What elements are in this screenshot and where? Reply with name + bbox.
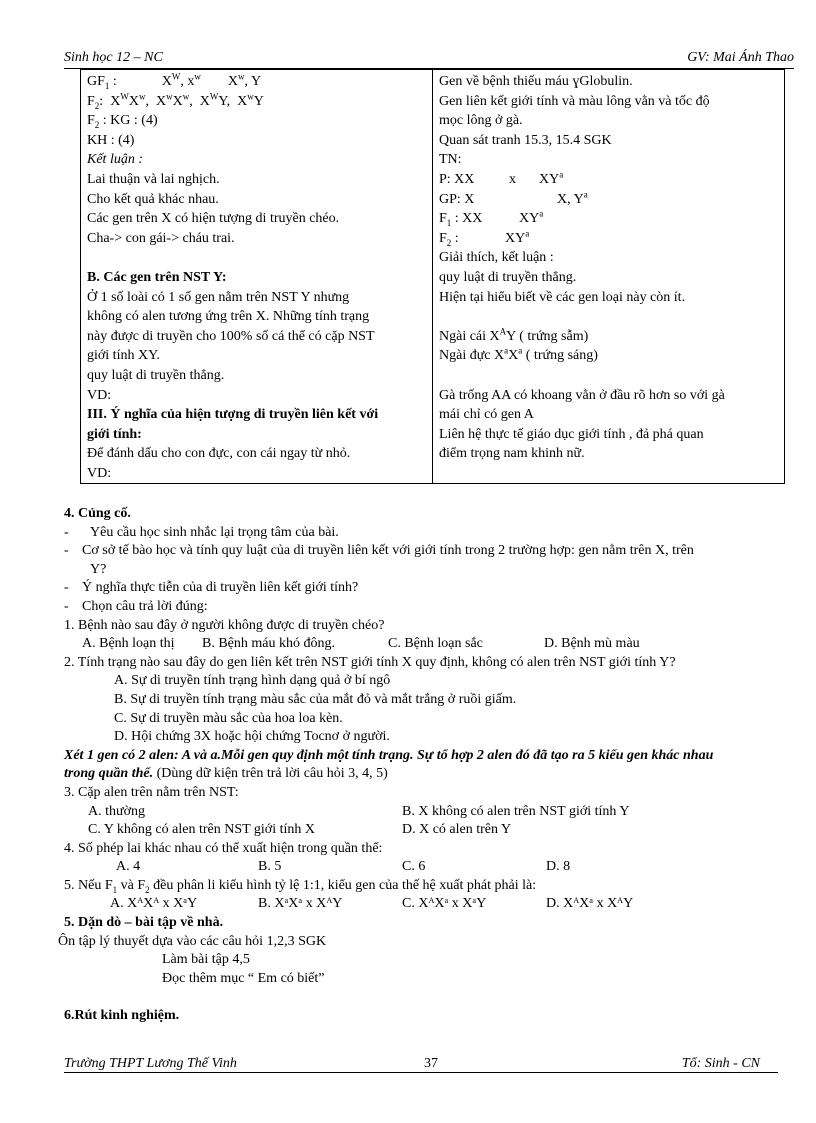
section-iii-title-cont: giới tính: (87, 426, 142, 442)
cross-p-line: P: XX x $XY^a$ (439, 169, 564, 187)
right-line: quy luật di truyền thẳng. (439, 269, 577, 285)
right-line: Quan sát tranh 15.3, 15.4 SGK (439, 132, 612, 148)
cross-f2-line: $F_2$ : $XY^a$ (439, 228, 530, 248)
conclusion-line: Lai thuận và lai nghịch. (87, 171, 220, 187)
section-b-line: không có alen tương ứng trên X. Những tính trạng (87, 309, 370, 325)
spacer (64, 988, 794, 1007)
right-column (433, 70, 785, 484)
homework-line: Đọc thêm mục “ Em có biết” (162, 970, 325, 986)
footer-department: Tổ: Sinh - CN (681, 1056, 760, 1071)
section-b-line: giới tính XY. (87, 348, 160, 364)
section-4-title: 4. Củng cố. (64, 506, 131, 521)
question-4-options: A. 4 B. 5 C. 6 D. 8 (116, 859, 571, 875)
right-line: Gen về bệnh thiếu máu ɣGlobulin. (439, 74, 633, 89)
lower-content (58, 505, 794, 1026)
page-header (64, 50, 794, 69)
f2-kg-line: $F_2$ : KG : (4) (87, 113, 158, 130)
bullet-item: - Cơ sở tế bào học và tính quy luật của di truyền liên kết với giới tính trong 2 trường hợp: gen nằm trên X, trên (64, 543, 694, 559)
conclusion-line: Các gen trên X có hiện tượng di truyền chéo. (87, 211, 340, 227)
gf1-line: $GF_1$ : $X^W$, $x^w$ $X^w$, Y (87, 72, 262, 91)
right-line: Liên hệ thực tế giáo dục giới tính , đả phá quan (439, 426, 704, 442)
section-iii-title: III. Ý nghĩa của hiện tượng di truyền liên kết với (87, 407, 379, 423)
question-2: 2. Tính trạng nào sau đây do gen liên kết trên NST giới tính X quy định, không có alen trên NST giới tính Y? (64, 654, 676, 670)
right-line: mái chỉ có gen A (439, 407, 534, 423)
silkworm-male-line: Ngài đực $X^aX^a$ ( trứng sáng) (439, 346, 598, 364)
bullet-item-continuation: Y? (90, 561, 107, 577)
question-3-options-row-2: C. Y không có alen trên NST giới tính X D. X có alen trên Y (88, 822, 512, 838)
question-2-option: D. Hội chứng 3X hoặc hội chứng Tocnơ ở người. (114, 729, 390, 745)
section-iii-line: Để đánh dấu cho con đực, con cái ngay từ nhỏ. (87, 446, 351, 462)
f2-genotype-line: $F_2$: $X^WX^w$, $X^wX^w$, $X^WY$, $X^wY$ (87, 91, 264, 111)
header-subject: Sinh học 12 – NC (64, 50, 163, 65)
spacer (439, 307, 778, 327)
section-b-line: VD: (87, 387, 112, 403)
conclusion-title: Kết luận : (87, 152, 143, 168)
question-3-options-row-1: A. thường B. X không có alen trên NST giới tính Y (88, 803, 630, 819)
section-b-line: Ở 1 số loài có 1 số gen nằm trên NST Y nhưng (87, 289, 350, 305)
left-column (81, 70, 433, 484)
section-b-title: B. Các gen trên NST Y: (87, 269, 227, 285)
data-intro: Xét 1 gen có 2 alen: A và a.Mỗi gen quy định một tính trạng. Sự tổ hợp 2 alen đó đã tạo ra 5 kiểu gen khác nhau (64, 747, 714, 763)
spacer (439, 366, 778, 386)
section-b-line: này được di truyền cho 100% số cá thể có cặp NST (87, 328, 375, 344)
section-6-title: 6.Rút kinh nghiệm. (64, 1008, 180, 1024)
question-1: 1. Bệnh nào sau đây ở người không được di truyền chéo? (64, 617, 385, 633)
spacer (87, 248, 426, 268)
page-number: 37 (424, 1056, 438, 1071)
conclusion-line: Cha-> con gái-> cháu trai. (87, 230, 235, 246)
question-2-option: C. Sự di truyền màu sắc của hoa loa kèn. (114, 710, 343, 726)
page-footer (64, 1056, 778, 1073)
homework-line: Ôn tập lý thuyết dựa vào các câu hỏi 1,2,3 SGK (58, 933, 327, 949)
kh-line: KH : (4) (87, 132, 135, 148)
question-2-option: A. Sự di truyền tính trạng hình dạng quả ở bí ngô (114, 673, 391, 689)
homework-line: Làm bài tập 4,5 (162, 952, 250, 968)
data-intro-cont: trong quần thể. (Dùng dữ kiện trên trả lời câu hỏi 3, 4, 5) (64, 766, 388, 782)
question-3: 3. Cặp alen trên nằm trên NST: (64, 784, 239, 800)
question-4: 4. Số phép lai khác nhau có thể xuất hiện trong quần thể: (64, 840, 383, 856)
question-5: 5. Nếu $F_1$ và $F_2$ đều phân li kiểu hình tỷ lệ 1:1, kiểu gen của thế hệ xuất phát phải là: (64, 877, 537, 895)
cross-f1-line: $F_1$ : XX $XY^a$ (439, 209, 544, 228)
bullet-item: - Ý nghĩa thực tiễn của di truyền liên kết giới tính? (64, 580, 359, 596)
question-5-options: A. XᴬXᴬ x XᵃY B. XᵃXᵃ x XᴬY C. XᴬXᵃ x XᵃY D. XᴬXᵃ x XᴬY (110, 896, 634, 912)
right-line: Hiện tại hiểu biết về các gen loại này còn ít. (439, 289, 686, 305)
question-1-options: A. Bệnh loạn thị B. Bệnh máu khó đông. C. Bệnh loạn sắc D. Bệnh mù màu (82, 636, 640, 652)
right-line: Gen liên kết giới tính và màu lông vằn và tốc độ (439, 93, 710, 109)
section-b-line: quy luật di truyền thẳng. (87, 367, 225, 383)
question-2-option: B. Sự di truyền tính trạng màu sắc của mắt đỏ và mắt trắng ở ruồi giấm. (114, 691, 517, 707)
lesson-table (80, 69, 785, 484)
silkworm-female-line: Ngài cái $X^AY$ ( trứng sẫm) (439, 326, 589, 344)
header-teacher: GV: Mai Ánh Thao (687, 50, 794, 65)
cross-gp-line: GP: X X, $Y^a$ (439, 189, 588, 207)
section-5-title: 5. Dặn dò – bài tập về nhà. (64, 915, 224, 931)
conclusion-line: Cho kết quả khác nhau. (87, 191, 219, 207)
right-line: Gà trống AA có khoang vằn ở đầu rõ hơn so với gà (439, 387, 725, 403)
footer-school: Trường THPT Lương Thế Vinh (64, 1056, 237, 1071)
right-line: điểm trọng nam khinh nữ. (439, 446, 585, 462)
right-line: mọc lông ở gà. (439, 113, 523, 129)
right-line: TN: (439, 152, 462, 168)
right-line: Giải thích, kết luận : (439, 250, 554, 266)
section-iii-line: VD: (87, 465, 112, 481)
bullet-item: - Chọn câu trả lời đúng: (64, 598, 208, 614)
bullet-item: - Yêu cầu học sinh nhắc lại trọng tâm của bài. (64, 524, 339, 540)
